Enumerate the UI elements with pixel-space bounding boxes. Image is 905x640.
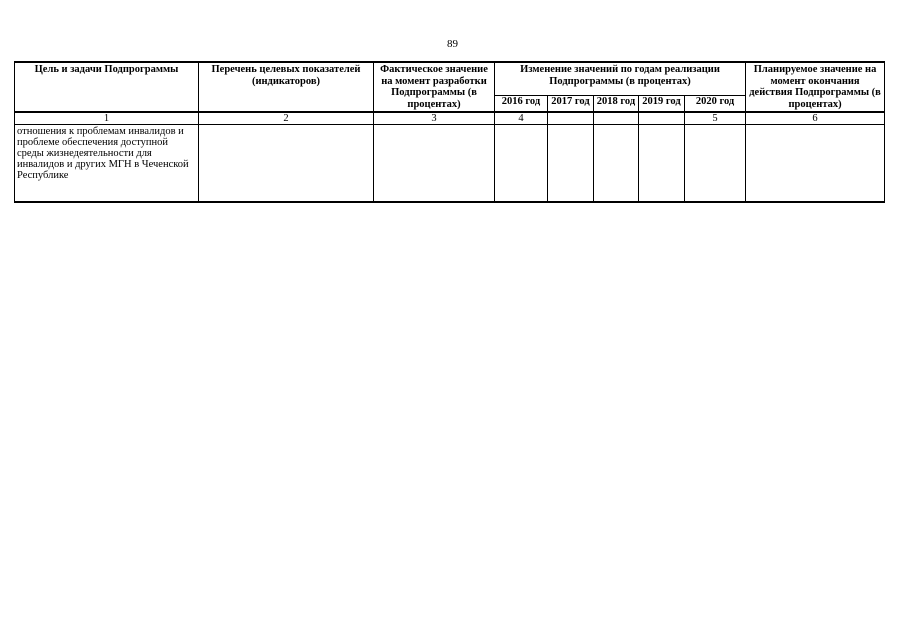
- year-2016-cell: [495, 125, 548, 203]
- column-number: 2: [199, 112, 374, 125]
- column-number: [594, 112, 639, 125]
- header-year-2018: 2018 год: [594, 96, 639, 112]
- goal-cell: отношения к проблемам инвалидов и проблеме обеспечения доступной среды жизнедеятельности для инвалидов и других МГН в Чеченской Республике: [15, 125, 199, 203]
- header-actual-value: Фактическое значение на момент разработки Подпрограммы (в процентах): [374, 62, 495, 112]
- year-2019-cell: [639, 125, 685, 203]
- indicators-table: [14, 61, 885, 203]
- column-number: 5: [685, 112, 746, 125]
- column-number: 1: [15, 112, 199, 125]
- actual-value-cell: [374, 125, 495, 203]
- column-number: [548, 112, 594, 125]
- column-number: 4: [495, 112, 548, 125]
- page-number: 89: [447, 38, 458, 50]
- header-row: [15, 62, 885, 96]
- header-change-by-year: Изменение значений по годам реализации Подпрограммы (в процентах): [495, 62, 746, 96]
- column-number: [639, 112, 685, 125]
- column-number: 3: [374, 112, 495, 125]
- table-row: [15, 125, 885, 203]
- indicators-cell: [199, 125, 374, 203]
- header-year-2020: 2020 год: [685, 96, 746, 112]
- year-2020-cell: [685, 125, 746, 203]
- header-year-2016: 2016 год: [495, 96, 548, 112]
- header-goal: Цель и задачи Подпрограммы: [15, 62, 199, 112]
- column-number: 6: [746, 112, 885, 125]
- column-number-row: [15, 112, 885, 125]
- header-year-2019: 2019 год: [639, 96, 685, 112]
- year-2018-cell: [594, 125, 639, 203]
- year-2017-cell: [548, 125, 594, 203]
- header-indicators: Перечень целевых показателей (индикаторов): [199, 62, 374, 112]
- header-year-2017: 2017 год: [548, 96, 594, 112]
- header-planned-value: Планируемое значение на момент окончания действия Подпрограммы (в процентах): [746, 62, 885, 112]
- planned-value-cell: [746, 125, 885, 203]
